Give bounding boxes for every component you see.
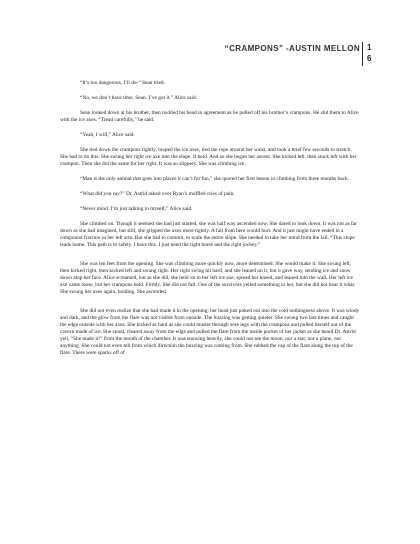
paragraph: “Man is the only animal that goes into places it can’t for fun,” she quoted her first lesson in climbing from three months back. xyxy=(80,176,349,182)
paragraph: “Yeah, I will,” Alice said. xyxy=(80,132,135,138)
running-header: “CRAMPONS” -AUSTIN MELLON xyxy=(224,44,360,53)
paragraph: “It’s too dangerous, I’ll do-” Sean tried. xyxy=(80,80,165,86)
page-number-digit-2: 6 xyxy=(367,54,372,63)
page-number xyxy=(362,42,376,66)
paragraph: “Never mind. I’m just talking to myself,” Alice said. xyxy=(80,206,193,212)
paragraph: She was ten feet from the opening. She was climbing more quickly now, more determined. She would make it. She swung left, then kicked right, then kicked left and swung right. Her right swing hit hard, and she leaned on it, but it gave way, sending ice and snow down atop her face. Alice screamed, but as she did, she held on to her left ice axe, spread her kneed, and leaned into the wall. Her left ice axe came loose, but her crampons held. Firmly. She did not fall. One of the survivors yelled something to her, but she did not hear it what. She swung her axes again, holding. She ascended. xyxy=(60,261,356,295)
paragraph: “What did you say?” Dr. Astrid asked over Ryan’s muffled cries of pain. xyxy=(80,191,235,197)
paragraph: She tied down the crampons tightly, looped the ice axes, tied the rope around her waist, and took a brief few seconds to stretch. She had to do this. She swung her right ice axe into the slope. It held. And so she began her ascent. She kicked left, then stuck left with her crampon. Then she did the same for her right. It was so slippery. She was climbing ice. xyxy=(60,147,357,167)
paragraph: She did not even realize that she had made it to the opening; her head just poked out into the cold nothingness above. It was windy and dark, and the glow from the flare was not visible from outside. The buzzing was getting quieter. She swung two last times and caught the edge outside with her axes. She kicked as hard as she could muster through sore legs with the crampons and pulled herself out of the cavern made of ice. She stood, cleared away from the edge and pulled the flare from the inside pocket of her jacket as she heard Dr. Astrid yell, “She made it!” from the mouth of the chamber. It was snowing heavily, she could not see the moon, nor a star, nor a plane, nor anything. She could not even tell from which direction the buzzing was coming from. She rubbed the cap of the flare along the top of the flare. There were sparks off of xyxy=(60,308,360,356)
page-number-digit-1: 1 xyxy=(367,43,372,52)
story-body xyxy=(60,80,360,365)
paragraph: “No, we don’t have time, Sean. I’ve got it.” Alice said. xyxy=(80,95,197,101)
paragraph: She climbed on. Though it seemed she had just started, she was half way ascended now. She dared to look down. It was not as far down as she had imagined, but still, she gripped the axes more tightly. A fall from here would hurt. And it just might have ended in a compound fracture in her left arm. But she had to commit, to scale the entire slope. She needed to take her mind from the fall. “This slope leads home. This path is to safety. I have this. I just need the right horse and the right jockey.” xyxy=(60,221,357,248)
paragraph: Sean looked down at his brother, then nodded his head in agreement as he pulled off his brother’s crampons. He slid them to Alice with the ice axes. “Tread carefully,” he said. xyxy=(60,110,359,123)
